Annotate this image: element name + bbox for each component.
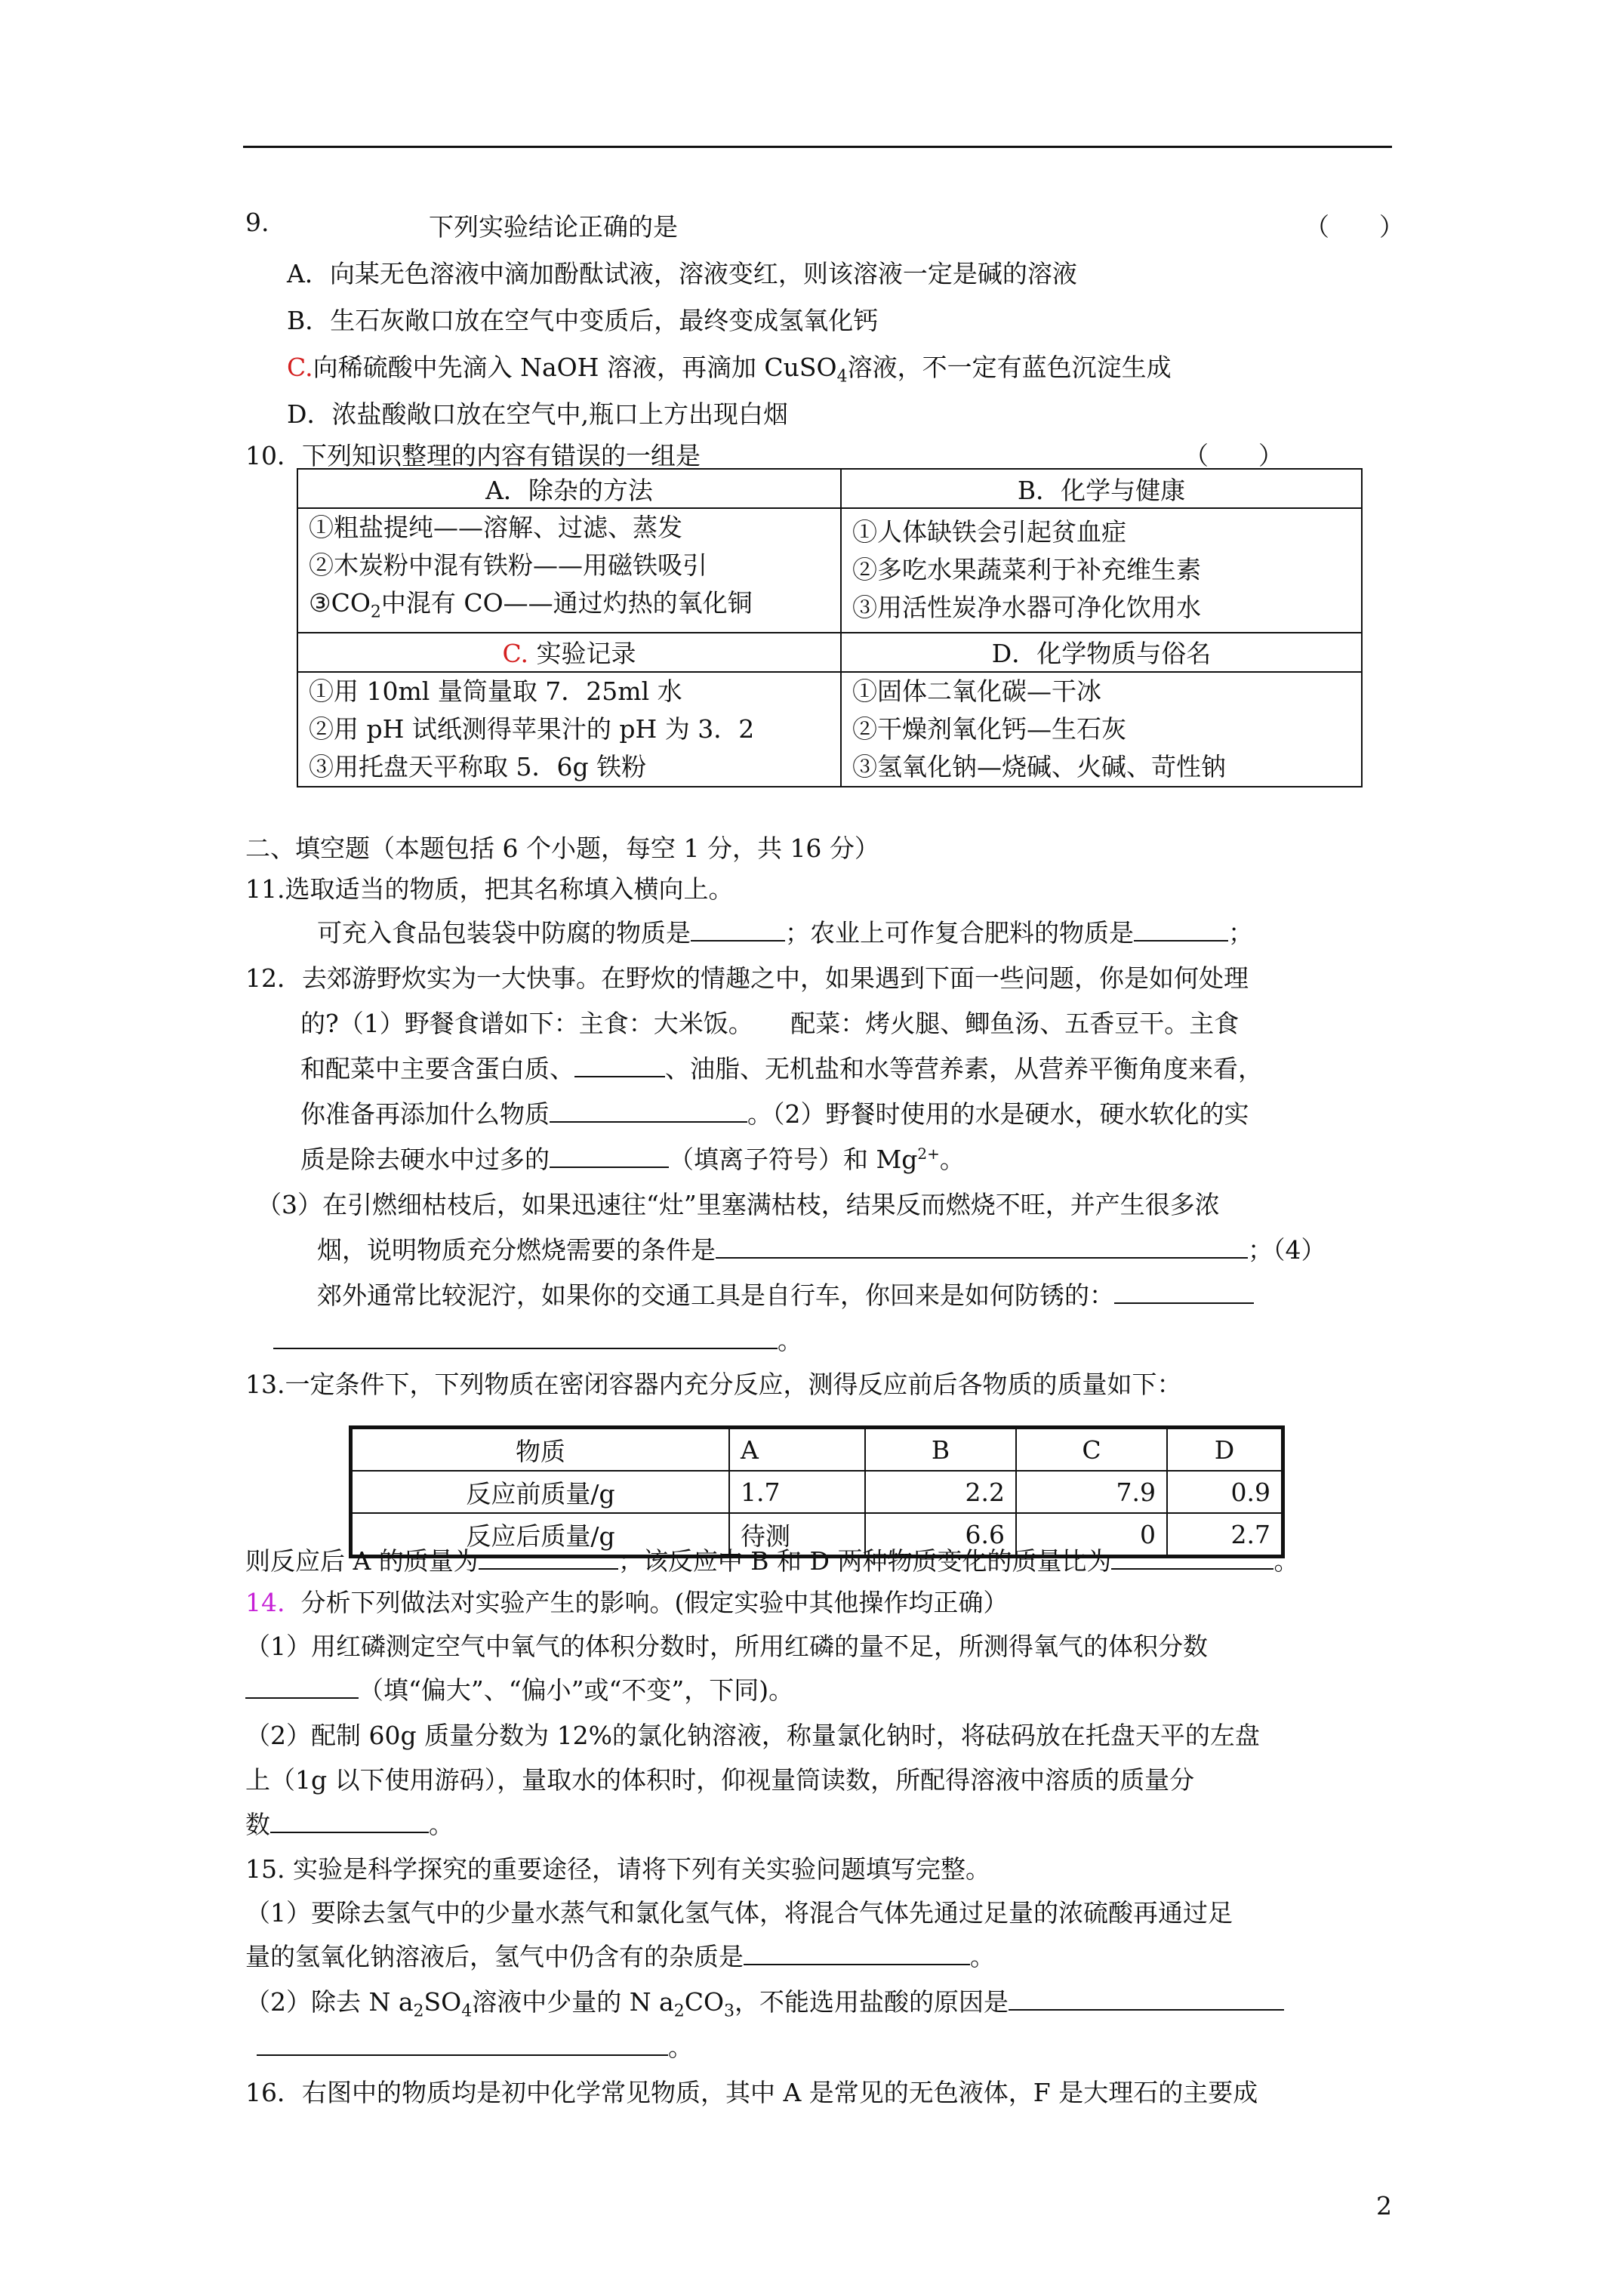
q10-a-item-1: ①粗盐提纯——溶解、过滤、蒸发 — [309, 513, 682, 542]
q9-option-c-text: 向稀硫酸中先滴入 NaOH 溶液，再滴加 CuSO — [313, 353, 837, 382]
q14-part2-answer: 数 。 — [245, 1810, 454, 1839]
q12-line-8: 郊外通常比较泥泞，如果你的交通工具是自行车，你回来是如何防锈的： — [317, 1276, 1254, 1311]
q14-part1: （1）用红磷测定空气中氧气的体积分数时，所用红磷的量不足，所测得氧气的体积分数 — [245, 1632, 1208, 1661]
q14-blank-1[interactable] — [245, 1675, 359, 1699]
q13-header-c: C — [1016, 1428, 1167, 1472]
q13-header-b: B — [865, 1428, 1016, 1472]
q12-line-1: 12．去郊游野炊实为一大快事。在野炊的情趣之中，如果遇到下面一些问题，你是如何处理 — [245, 963, 1249, 993]
q12-blank-4[interactable] — [716, 1234, 1248, 1259]
q10-head-c-letter: C. — [502, 639, 529, 669]
q13-row2-a: 待测 — [729, 1513, 865, 1557]
q10-c-item-2: ②用 pH 试纸测得苹果汁的 pH 为 3．2 — [309, 713, 755, 744]
q15-part1: （1）要除去氢气中的少量水蒸气和氯化氢气体，将混合气体先通过足量的浓硫酸再通过足 — [245, 1898, 1233, 1928]
q10-cell-b — [841, 508, 1362, 633]
q12-line-9: 。 — [273, 1321, 802, 1357]
q15-part2-answer: 。 — [257, 2028, 693, 2063]
q13-stem: 13.一定条件下，下列物质在密闭容器内充分反应，测得反应前后各物质的质量如下： — [245, 1370, 1182, 1399]
q12-line-2: 的?（1）野餐食谱如下：主食：大米饭。 配菜：烤火腿、鲫鱼汤、五香豆干。主食 — [300, 1009, 1240, 1038]
q11-line: 可充入食品包装袋中防腐的物质是 ；农业上可作复合肥料的物质是 ； — [317, 918, 1253, 948]
q9-option-c-sub: 4 — [836, 367, 848, 387]
q15-blank-2[interactable] — [1009, 1986, 1284, 2011]
q12-line-7: 烟，说明物质充分燃烧需要的条件是 ；（4） — [317, 1235, 1326, 1265]
q10-cell-c — [297, 672, 841, 787]
q10-head-a: A．除杂的方法 — [297, 469, 841, 508]
q13-header-a: A — [729, 1428, 865, 1472]
q10-b-item-2: ②多吃水果蔬菜利于补充维生素 — [852, 555, 1201, 585]
q13-answer-line: 则反应后 A 的质量为 ；该反应中 B 和 D 两种物质变化的质量比为 。 — [245, 1546, 1299, 1576]
section-2-heading: 二、填空题（本题包括 6 个小题，每空 1 分，共 16 分） — [245, 834, 879, 863]
q10-d-item-3: ③氢氧化钠—烧碱、火碱、苛性钠 — [852, 751, 1226, 781]
q10-head-d: D．化学物质与俗名 — [841, 633, 1362, 672]
q13-row1-a: 1.7 — [729, 1471, 865, 1513]
q12-line-4: 你准备再添加什么物质 。（2）野餐时使用的水是硬水，硬水软化的实 — [300, 1099, 1249, 1129]
q14-stem-line — [245, 1583, 1008, 1619]
q12-line-6: （3）在引燃细枯枝后，如果迅速往“灶”里塞满枯枝，结果反而燃烧不旺，并产生很多浓 — [257, 1190, 1220, 1219]
q10-d-item-1: ①固体二氧化碳—干冰 — [852, 676, 1101, 706]
q10-answer-paren: （ ） — [1184, 441, 1283, 470]
q10-cell-d — [841, 672, 1362, 787]
q9-number: 9. — [245, 208, 269, 237]
q10-a-item-3: $③CO_2$中混有 CO——通过灼热的氧化铜 — [309, 588, 753, 622]
q9-answer-paren: （ ） — [1304, 212, 1404, 242]
q10-head-c — [297, 633, 841, 672]
q12-line-3: 和配菜中主要含蛋白质、 、油脂、无机盐和水等营养素，从营养平衡角度来看， — [300, 1054, 1263, 1083]
q14-number: 14. — [245, 1588, 285, 1617]
q15-part2: （2）除去 N $a_2SO_4$溶液中少量的 N $a_2CO_3$，不能选用盐酸的原因是 — [245, 1983, 1284, 2021]
q13-row2-d: 2.7 — [1167, 1513, 1283, 1557]
q13-row2-b: 6.6 — [865, 1513, 1016, 1557]
page-number: 2 — [1376, 2191, 1392, 2220]
header-rule — [243, 146, 1392, 148]
q13-row2-c: 0 — [1016, 1513, 1167, 1557]
q15-stem: 15. 实验是科学探究的重要途径，请将下列有关实验问题填写完整。 — [245, 1854, 990, 1884]
q12-blank-1[interactable] — [574, 1053, 665, 1077]
q10-table — [297, 468, 1363, 787]
q11-stem: 11.选取适当的物质，把其名称填入横向上。 — [245, 874, 734, 904]
q14-part2: （2）配制 60g 质量分数为 12%的氯化钠溶液，称量氯化钠时，将砝码放在托盘天平的左盘 — [245, 1721, 1260, 1750]
q16-line-1: 16．右图中的物质均是初中化学常见物质，其中 A 是常见的无色液体，F 是大理石的主要成 — [245, 2078, 1258, 2107]
q12-blank-6[interactable] — [273, 1325, 778, 1349]
q13-blank-2[interactable] — [1111, 1546, 1273, 1570]
q10-c-item-3: ③用托盘天平称取 5．6g 铁粉 — [309, 751, 647, 781]
q9-option-c-letter: C. — [287, 353, 313, 382]
q10-cell-a — [297, 508, 841, 633]
q13-row1-label: 反应前质量/g — [351, 1471, 730, 1513]
q15-blank-3[interactable] — [257, 2032, 668, 2056]
q13-blank-1[interactable] — [479, 1546, 618, 1570]
q13-row1-c: 7.9 — [1016, 1471, 1167, 1513]
q14-part2-line2: 上（1g 以下使用游码），量取水的体积时，仰视量筒读数，所配得溶液中溶质的质量分 — [245, 1765, 1195, 1795]
q12-line-5: 质是除去硬水中过多的 （填离子符号）和 $Mg^{2+}$。 — [300, 1145, 965, 1174]
q9-option-a: A．向某无色溶液中滴加酚酞试液，溶液变红，则该溶液一定是碱的溶液 — [287, 259, 1077, 288]
q9-option-b: B．生石灰敞口放在空气中变质后，最终变成氢氧化钙 — [287, 306, 879, 335]
q13-row1-b: 2.2 — [865, 1471, 1016, 1513]
q13-row1-d: 0.9 — [1167, 1471, 1283, 1513]
q10-head-b: B．化学与健康 — [841, 469, 1362, 508]
q13-row2-label: 反应后质量/g — [351, 1513, 730, 1557]
q9-option-c — [287, 348, 1172, 387]
q11-blank-1[interactable] — [691, 917, 785, 942]
q13-header-substance: 物质 — [351, 1428, 730, 1472]
q12-blank-3[interactable] — [550, 1144, 669, 1168]
q12-blank-2[interactable] — [550, 1099, 747, 1123]
q9-option-d: D．浓盐酸敞口放在空气中,瓶口上方出现白烟 — [287, 399, 788, 429]
q10-c-item-1: ①用 10ml 量筒量取 7．25ml 水 — [309, 676, 682, 706]
q10-head-c-text: 实验记录 — [536, 639, 636, 669]
q12-blank-5[interactable] — [1114, 1280, 1254, 1304]
q14-part1-answer: （填“偏大”、“偏小”或“不变”，下同)。 — [245, 1671, 793, 1706]
q13-table — [349, 1425, 1285, 1558]
q10-stem: 10．下列知识整理的内容有错误的一组是 — [245, 441, 701, 470]
q14-blank-2[interactable] — [270, 1809, 429, 1833]
q11-blank-2[interactable] — [1134, 917, 1228, 942]
q15-part1-answer: 量的氢氧化钠溶液后，氢气中仍含有的杂质是 。 — [245, 1942, 995, 1971]
q9-option-c-text-2: 溶液，不一定有蓝色沉淀生成 — [847, 353, 1172, 382]
q15-blank-1[interactable] — [744, 1941, 970, 1965]
q13-header-d: D — [1167, 1428, 1283, 1472]
q9-stem: 下列实验结论正确的是 — [429, 212, 678, 242]
q14-stem: 分析下列做法对实验产生的影响。(假定实验中其他操作均正确） — [300, 1588, 1009, 1617]
q10-a-item-2: ②木炭粉中混有铁粉——用磁铁吸引 — [309, 550, 707, 580]
q10-d-item-2: ②干燥剂氧化钙—生石灰 — [852, 713, 1126, 744]
q10-b-item-1: ①人体缺铁会引起贫血症 — [852, 517, 1126, 547]
q10-b-item-3: ③用活性炭净水器可净化饮用水 — [852, 593, 1201, 623]
